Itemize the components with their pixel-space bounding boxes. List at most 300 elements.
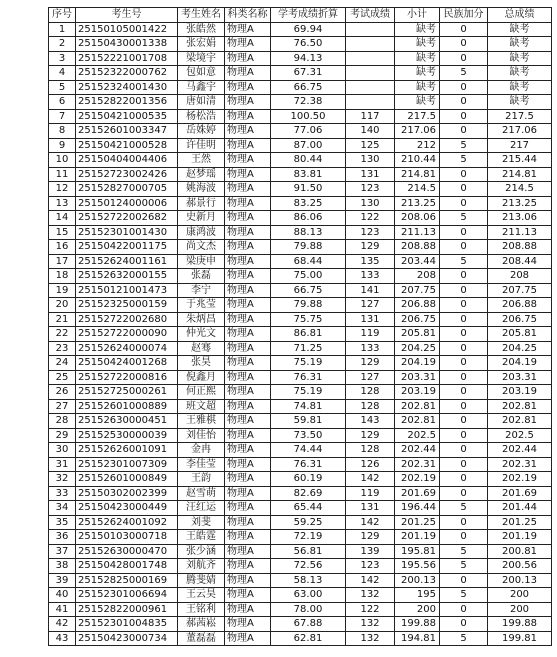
candidate-id-cell: 25152725000261 <box>76 385 178 400</box>
ethnic-bonus-cell: 0 <box>440 385 488 400</box>
total-score-cell: 208.88 <box>488 240 552 255</box>
total-score-cell: 201.69 <box>488 486 552 501</box>
subject-name-cell: 物理A <box>225 341 271 356</box>
subtotal-cell: 缺考 <box>395 37 440 52</box>
exam-score-cell: 127 <box>346 370 395 385</box>
subtotal-cell: 210.44 <box>395 153 440 168</box>
row-number-cell: 12 <box>49 182 76 197</box>
subtotal-cell: 203.19 <box>395 385 440 400</box>
candidate-id-cell: 25152722002682 <box>76 211 178 226</box>
ethnic-bonus-cell: 0 <box>440 196 488 211</box>
ethnic-bonus-cell: 5 <box>440 153 488 168</box>
subject-name-cell: 物理A <box>225 254 271 269</box>
subject-name-cell: 物理A <box>225 617 271 632</box>
ethnic-bonus-cell: 0 <box>440 22 488 37</box>
table-row <box>49 588 552 603</box>
subject-name-cell: 物理A <box>225 457 271 472</box>
converted-score-cell: 56.81 <box>271 544 346 559</box>
converted-score-cell: 74.44 <box>271 443 346 458</box>
candidate-id-cell: 25150121001473 <box>76 283 178 298</box>
row-number-cell: 8 <box>49 124 76 139</box>
row-number-cell: 25 <box>49 370 76 385</box>
candidate-name-cell: 尚文杰 <box>178 240 225 255</box>
converted-score-cell: 76.31 <box>271 457 346 472</box>
converted-score-cell: 66.75 <box>271 283 346 298</box>
table-row <box>49 486 552 501</box>
converted-score-cell: 87.00 <box>271 138 346 153</box>
candidate-id-cell: 25152530000039 <box>76 428 178 443</box>
ethnic-bonus-cell: 0 <box>440 617 488 632</box>
table-row <box>49 196 552 211</box>
total-score-cell: 200 <box>488 588 552 603</box>
candidate-id-cell: 25150404004406 <box>76 153 178 168</box>
table-body <box>49 22 552 646</box>
total-score-cell: 缺考 <box>488 51 552 66</box>
exam-score-cell: 133 <box>346 269 395 284</box>
row-number-cell: 11 <box>49 167 76 182</box>
candidate-id-cell: 25152722000090 <box>76 327 178 342</box>
candidate-id-cell: 25150423000734 <box>76 631 178 646</box>
subject-name-cell: 物理A <box>225 530 271 545</box>
subject-name-cell: 物理A <box>225 573 271 588</box>
candidate-id-cell: 25150421000535 <box>76 109 178 124</box>
table-row <box>49 472 552 487</box>
subtotal-cell: 202.5 <box>395 428 440 443</box>
total-score-cell: 214.5 <box>488 182 552 197</box>
row-number-cell: 23 <box>49 341 76 356</box>
ethnic-bonus-cell: 0 <box>440 515 488 530</box>
total-score-cell: 缺考 <box>488 80 552 95</box>
row-number-cell: 14 <box>49 211 76 226</box>
table-row <box>49 80 552 95</box>
candidate-id-cell: 25150302002399 <box>76 486 178 501</box>
subject-name-cell: 物理A <box>225 559 271 574</box>
converted-score-cell: 80.44 <box>271 153 346 168</box>
row-number-cell: 26 <box>49 385 76 400</box>
total-score-cell: 199.81 <box>488 631 552 646</box>
converted-score-cell: 76.50 <box>271 37 346 52</box>
header-exam-score: 考试成绩 <box>346 8 395 23</box>
subtotal-cell: 203.44 <box>395 254 440 269</box>
total-score-cell: 208 <box>488 269 552 284</box>
table-row <box>49 443 552 458</box>
candidate-name-cell: 赵骞 <box>178 341 225 356</box>
row-number-cell: 28 <box>49 414 76 429</box>
ethnic-bonus-cell: 0 <box>440 428 488 443</box>
converted-score-cell: 86.06 <box>271 211 346 226</box>
exam-score-cell: 123 <box>346 225 395 240</box>
header-candidate-id: 考生号 <box>76 8 178 23</box>
total-score-cell: 203.31 <box>488 370 552 385</box>
subtotal-cell: 203.31 <box>395 370 440 385</box>
candidate-id-cell: 25150105001422 <box>76 22 178 37</box>
converted-score-cell: 68.44 <box>271 254 346 269</box>
ethnic-bonus-cell: 5 <box>440 254 488 269</box>
row-number-cell: 2 <box>49 37 76 52</box>
table-row <box>49 240 552 255</box>
table-header-row <box>49 8 552 23</box>
converted-score-cell: 69.94 <box>271 22 346 37</box>
subtotal-cell: 207.75 <box>395 283 440 298</box>
subject-name-cell: 物理A <box>225 472 271 487</box>
converted-score-cell: 82.69 <box>271 486 346 501</box>
subtotal-cell: 202.31 <box>395 457 440 472</box>
subject-name-cell: 物理A <box>225 80 271 95</box>
table-row <box>49 573 552 588</box>
subject-name-cell: 物理A <box>225 211 271 226</box>
total-score-cell: 201.19 <box>488 530 552 545</box>
table-row <box>49 153 552 168</box>
table-row <box>49 95 552 110</box>
row-number-cell: 19 <box>49 283 76 298</box>
candidate-name-cell: 王雅棋 <box>178 414 225 429</box>
table-row <box>49 399 552 414</box>
table-row <box>49 66 552 81</box>
candidate-id-cell: 25150424001268 <box>76 356 178 371</box>
subject-name-cell: 物理A <box>225 22 271 37</box>
subject-name-cell: 物理A <box>225 399 271 414</box>
candidate-id-cell: 25152301007309 <box>76 457 178 472</box>
exam-score-cell: 140 <box>346 124 395 139</box>
row-number-cell: 32 <box>49 472 76 487</box>
score-table <box>48 7 552 646</box>
converted-score-cell: 58.13 <box>271 573 346 588</box>
candidate-name-cell: 刘航齐 <box>178 559 225 574</box>
candidate-name-cell: 王铭利 <box>178 602 225 617</box>
candidate-id-cell: 25152827000705 <box>76 182 178 197</box>
candidate-name-cell: 郝景行 <box>178 196 225 211</box>
ethnic-bonus-cell: 0 <box>440 356 488 371</box>
candidate-id-cell: 25152601000889 <box>76 399 178 414</box>
converted-score-cell: 65.44 <box>271 501 346 516</box>
subtotal-cell: 208.06 <box>395 211 440 226</box>
candidate-name-cell: 包如意 <box>178 66 225 81</box>
candidate-id-cell: 25152325000159 <box>76 298 178 313</box>
exam-score-cell: 131 <box>346 312 395 327</box>
row-number-cell: 20 <box>49 298 76 313</box>
converted-score-cell: 59.81 <box>271 414 346 429</box>
converted-score-cell: 86.81 <box>271 327 346 342</box>
exam-score-cell: 135 <box>346 254 395 269</box>
candidate-id-cell: 25150423000449 <box>76 501 178 516</box>
table-row <box>49 515 552 530</box>
converted-score-cell: 75.19 <box>271 385 346 400</box>
ethnic-bonus-cell: 0 <box>440 269 488 284</box>
converted-score-cell: 83.81 <box>271 167 346 182</box>
exam-score-cell: 128 <box>346 443 395 458</box>
subject-name-cell: 物理A <box>225 124 271 139</box>
ethnic-bonus-cell: 0 <box>440 240 488 255</box>
total-score-cell: 204.25 <box>488 341 552 356</box>
table-row <box>49 428 552 443</box>
subtotal-cell: 206.88 <box>395 298 440 313</box>
candidate-name-cell: 郝茜崧 <box>178 617 225 632</box>
subtotal-cell: 208 <box>395 269 440 284</box>
converted-score-cell: 75.19 <box>271 356 346 371</box>
total-score-cell: 206.75 <box>488 312 552 327</box>
table-row <box>49 167 552 182</box>
converted-score-cell: 67.88 <box>271 617 346 632</box>
subtotal-cell: 缺考 <box>395 95 440 110</box>
exam-score-cell: 129 <box>346 530 395 545</box>
total-score-cell: 217.5 <box>488 109 552 124</box>
ethnic-bonus-cell: 0 <box>440 472 488 487</box>
subtotal-cell: 217.06 <box>395 124 440 139</box>
row-number-cell: 33 <box>49 486 76 501</box>
exam-score-cell: 133 <box>346 341 395 356</box>
row-number-cell: 6 <box>49 95 76 110</box>
candidate-id-cell: 25150124000006 <box>76 196 178 211</box>
candidate-name-cell: 唐如清 <box>178 95 225 110</box>
table-row <box>49 182 552 197</box>
subtotal-cell: 196.44 <box>395 501 440 516</box>
subject-name-cell: 物理A <box>225 138 271 153</box>
converted-score-cell: 79.88 <box>271 240 346 255</box>
candidate-id-cell: 25152825000169 <box>76 573 178 588</box>
exam-score-cell <box>346 95 395 110</box>
candidate-id-cell: 25152630000451 <box>76 414 178 429</box>
ethnic-bonus-cell: 0 <box>440 95 488 110</box>
subject-name-cell: 物理A <box>225 109 271 124</box>
row-number-cell: 5 <box>49 80 76 95</box>
candidate-name-cell: 张皓然 <box>178 22 225 37</box>
converted-score-cell: 79.88 <box>271 298 346 313</box>
subject-name-cell: 物理A <box>225 602 271 617</box>
table-row <box>49 51 552 66</box>
subtotal-cell: 缺考 <box>395 66 440 81</box>
total-score-cell: 206.88 <box>488 298 552 313</box>
subject-name-cell: 物理A <box>225 269 271 284</box>
subtotal-cell: 199.88 <box>395 617 440 632</box>
row-number-cell: 42 <box>49 617 76 632</box>
candidate-name-cell: 姚海波 <box>178 182 225 197</box>
header-no: 序号 <box>49 8 76 23</box>
subject-name-cell: 物理A <box>225 486 271 501</box>
candidate-id-cell: 25150103000718 <box>76 530 178 545</box>
candidate-name-cell: 王然 <box>178 153 225 168</box>
subject-name-cell: 物理A <box>225 51 271 66</box>
table-row <box>49 617 552 632</box>
candidate-id-cell: 25152301006694 <box>76 588 178 603</box>
score-table-container <box>48 7 552 646</box>
row-number-cell: 21 <box>49 312 76 327</box>
ethnic-bonus-cell: 0 <box>440 37 488 52</box>
subtotal-cell: 缺考 <box>395 51 440 66</box>
ethnic-bonus-cell: 0 <box>440 370 488 385</box>
exam-score-cell: 117 <box>346 109 395 124</box>
subtotal-cell: 202.81 <box>395 399 440 414</box>
subject-name-cell: 物理A <box>225 443 271 458</box>
table-row <box>49 109 552 124</box>
total-score-cell: 213.25 <box>488 196 552 211</box>
table-row <box>49 341 552 356</box>
candidate-name-cell: 许佳明 <box>178 138 225 153</box>
header-subtotal: 小计 <box>395 8 440 23</box>
exam-score-cell: 129 <box>346 356 395 371</box>
table-row <box>49 385 552 400</box>
subject-name-cell: 物理A <box>225 240 271 255</box>
candidate-name-cell: 王韵 <box>178 472 225 487</box>
row-number-cell: 7 <box>49 109 76 124</box>
header-name: 考生姓名 <box>178 8 225 23</box>
header-total: 总成绩 <box>488 8 552 23</box>
ethnic-bonus-cell: 5 <box>440 631 488 646</box>
table-row <box>49 312 552 327</box>
exam-score-cell: 143 <box>346 414 395 429</box>
converted-score-cell: 73.50 <box>271 428 346 443</box>
subtotal-cell: 211.13 <box>395 225 440 240</box>
candidate-id-cell: 25150430001338 <box>76 37 178 52</box>
subject-name-cell: 物理A <box>225 631 271 646</box>
ethnic-bonus-cell: 0 <box>440 486 488 501</box>
converted-score-cell: 91.50 <box>271 182 346 197</box>
candidate-id-cell: 25152630000470 <box>76 544 178 559</box>
table-row <box>49 225 552 240</box>
ethnic-bonus-cell: 5 <box>440 588 488 603</box>
subtotal-cell: 缺考 <box>395 80 440 95</box>
candidate-name-cell: 腾斐婧 <box>178 573 225 588</box>
candidate-id-cell: 25150422001175 <box>76 240 178 255</box>
exam-score-cell <box>346 51 395 66</box>
subject-name-cell: 物理A <box>225 544 271 559</box>
ethnic-bonus-cell: 0 <box>440 167 488 182</box>
row-number-cell: 27 <box>49 399 76 414</box>
subtotal-cell: 201.19 <box>395 530 440 545</box>
total-score-cell: 217.06 <box>488 124 552 139</box>
total-score-cell: 202.19 <box>488 472 552 487</box>
candidate-name-cell: 董磊磊 <box>178 631 225 646</box>
ethnic-bonus-cell: 0 <box>440 182 488 197</box>
ethnic-bonus-cell: 5 <box>440 211 488 226</box>
subtotal-cell: 204.25 <box>395 341 440 356</box>
subtotal-cell: 206.75 <box>395 312 440 327</box>
subtotal-cell: 205.81 <box>395 327 440 342</box>
exam-score-cell: 139 <box>346 544 395 559</box>
total-score-cell: 207.75 <box>488 283 552 298</box>
ethnic-bonus-cell: 0 <box>440 80 488 95</box>
ethnic-bonus-cell: 0 <box>440 109 488 124</box>
converted-score-cell: 77.06 <box>271 124 346 139</box>
total-score-cell: 215.44 <box>488 153 552 168</box>
candidate-name-cell: 梁境宇 <box>178 51 225 66</box>
candidate-id-cell: 25152601003347 <box>76 124 178 139</box>
exam-score-cell: 132 <box>346 617 395 632</box>
ethnic-bonus-cell: 0 <box>440 530 488 545</box>
candidate-name-cell: 张宏娟 <box>178 37 225 52</box>
candidate-id-cell: 25152722000816 <box>76 370 178 385</box>
total-score-cell: 213.06 <box>488 211 552 226</box>
candidate-id-cell: 25152601000849 <box>76 472 178 487</box>
candidate-name-cell: 汪红运 <box>178 501 225 516</box>
subtotal-cell: 194.81 <box>395 631 440 646</box>
row-number-cell: 39 <box>49 573 76 588</box>
table-row <box>49 298 552 313</box>
row-number-cell: 4 <box>49 66 76 81</box>
row-number-cell: 43 <box>49 631 76 646</box>
converted-score-cell: 76.31 <box>271 370 346 385</box>
exam-score-cell: 132 <box>346 631 395 646</box>
row-number-cell: 17 <box>49 254 76 269</box>
subtotal-cell: 202.81 <box>395 414 440 429</box>
row-number-cell: 29 <box>49 428 76 443</box>
candidate-name-cell: 王皓霆 <box>178 530 225 545</box>
total-score-cell: 214.81 <box>488 167 552 182</box>
header-ethnic-bonus: 民族加分 <box>440 8 488 23</box>
table-row <box>49 414 552 429</box>
candidate-name-cell: 杨松浩 <box>178 109 225 124</box>
candidate-name-cell: 张磊 <box>178 269 225 284</box>
subtotal-cell: 200 <box>395 602 440 617</box>
converted-score-cell: 94.13 <box>271 51 346 66</box>
candidate-name-cell: 倪鑫月 <box>178 370 225 385</box>
exam-score-cell: 129 <box>346 428 395 443</box>
ethnic-bonus-cell: 5 <box>440 559 488 574</box>
converted-score-cell: 67.31 <box>271 66 346 81</box>
converted-score-cell: 72.56 <box>271 559 346 574</box>
subtotal-cell: 214.81 <box>395 167 440 182</box>
table-row <box>49 457 552 472</box>
candidate-name-cell: 刘斐 <box>178 515 225 530</box>
subtotal-cell: 202.44 <box>395 443 440 458</box>
exam-score-cell <box>346 80 395 95</box>
exam-score-cell: 123 <box>346 182 395 197</box>
total-score-cell: 202.31 <box>488 457 552 472</box>
subject-name-cell: 物理A <box>225 95 271 110</box>
exam-score-cell: 129 <box>346 240 395 255</box>
exam-score-cell: 142 <box>346 515 395 530</box>
candidate-name-cell: 刘佳怡 <box>178 428 225 443</box>
ethnic-bonus-cell: 0 <box>440 312 488 327</box>
subject-name-cell: 物理A <box>225 153 271 168</box>
total-score-cell: 200.81 <box>488 544 552 559</box>
candidate-name-cell: 于兆莹 <box>178 298 225 313</box>
subject-name-cell: 物理A <box>225 414 271 429</box>
table-row <box>49 138 552 153</box>
header-converted-score: 学考成绩折算 <box>271 8 346 23</box>
candidate-name-cell: 班文超 <box>178 399 225 414</box>
subject-name-cell: 物理A <box>225 370 271 385</box>
converted-score-cell: 63.00 <box>271 588 346 603</box>
row-number-cell: 30 <box>49 443 76 458</box>
candidate-id-cell: 25152624000074 <box>76 341 178 356</box>
ethnic-bonus-cell: 0 <box>440 298 488 313</box>
subtotal-cell: 缺考 <box>395 22 440 37</box>
ethnic-bonus-cell: 5 <box>440 138 488 153</box>
exam-score-cell: 128 <box>346 385 395 400</box>
table-row <box>49 501 552 516</box>
total-score-cell: 200.56 <box>488 559 552 574</box>
total-score-cell: 缺考 <box>488 22 552 37</box>
exam-score-cell <box>346 22 395 37</box>
table-row <box>49 22 552 37</box>
ethnic-bonus-cell: 5 <box>440 544 488 559</box>
candidate-name-cell: 赵雪萌 <box>178 486 225 501</box>
candidate-name-cell: 金冉 <box>178 443 225 458</box>
ethnic-bonus-cell: 0 <box>440 225 488 240</box>
subtotal-cell: 200.13 <box>395 573 440 588</box>
exam-score-cell: 127 <box>346 298 395 313</box>
candidate-id-cell: 25150428001748 <box>76 559 178 574</box>
table-row <box>49 370 552 385</box>
candidate-name-cell: 史新月 <box>178 211 225 226</box>
subject-name-cell: 物理A <box>225 501 271 516</box>
converted-score-cell: 88.13 <box>271 225 346 240</box>
row-number-cell: 10 <box>49 153 76 168</box>
row-number-cell: 16 <box>49 240 76 255</box>
table-row <box>49 544 552 559</box>
ethnic-bonus-cell: 0 <box>440 283 488 298</box>
row-number-cell: 18 <box>49 269 76 284</box>
